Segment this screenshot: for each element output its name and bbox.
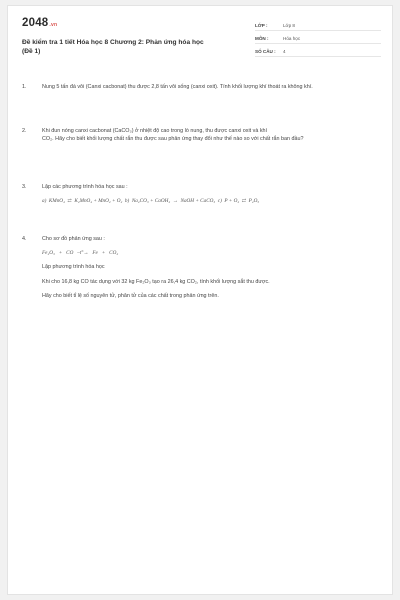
question-4	[22, 235, 376, 307]
equations-line: a) KMnO₄ ⇄ K₂MnO₄ + MnO₂ + O₂ b) Na₂CO₃ + CaOH₂ → NaOH + CaCO₃ c) P + O₂ ⇄ P₂O₅	[42, 198, 260, 205]
meta-value: Lớp 8	[283, 22, 295, 28]
logo-suffix: .vn	[49, 22, 58, 28]
question-number: 4.	[22, 236, 27, 242]
question-3	[22, 183, 376, 205]
question-2	[22, 127, 376, 144]
exam-meta	[255, 20, 381, 59]
meta-question-count	[255, 46, 381, 57]
title-line-2: (Đề 1)	[22, 47, 41, 55]
meta-key: MÔN :	[255, 35, 269, 41]
question-text-part-2: CO₂. Hãy cho biết khối lượng chất rắn thu được sau phản ứng thay đổi như thế nào so với chất rắn ban đầu?	[42, 136, 304, 143]
meta-key: SỐ CÂU :	[255, 48, 276, 54]
sub-question-2: Khi cho 16,8 kg CO tác dụng với 32 kg Fe₂O₃ tạo ra 26,4 kg CO₂, tính khối lượng sắt thu được.	[42, 278, 270, 285]
question-text: Cho sơ đồ phản ứng sau :	[42, 236, 105, 242]
question-number: 2.	[22, 128, 27, 134]
meta-value: 4	[283, 48, 286, 54]
meta-class	[255, 20, 381, 31]
question-text: Lập các phương trình hóa học sau :	[42, 184, 128, 190]
question-text: Nung 5 tấn đá vôi (Canxi cacbonat) thu được 2,8 tấn vôi sống (canxi oxit). Tính khối lượng khí thoát ra không khí.	[42, 84, 313, 90]
logo-main: 2048	[22, 17, 49, 29]
question-text-part-1: Khi đun nóng canxi cacbonat (CaCO₃) ở nhiệt độ cao trong lò nung, thu được canxi oxit và khí	[42, 128, 268, 134]
question-number: 1.	[22, 84, 27, 90]
sub-question-3: Hãy cho biết tỉ lệ số nguyên tử, phân tử của các chất trong phản ứng trên.	[42, 293, 219, 300]
reaction-scheme: Fe₂O₃ + CO –t°→ Fe + CO₂	[42, 250, 119, 257]
site-logo[interactable]	[22, 17, 57, 29]
sub-question-1: Lập phương trình hóa học	[42, 264, 105, 271]
exam-paper	[7, 5, 393, 595]
question-number: 3.	[22, 184, 27, 190]
meta-subject	[255, 33, 381, 44]
meta-key: LỚP :	[255, 22, 268, 28]
meta-value: Hóa học	[283, 35, 301, 41]
page-title	[22, 39, 252, 57]
question-1	[22, 83, 376, 97]
title-line-1: Đề kiểm tra 1 tiết Hóa học 8 Chương 2: Phản ứng hóa học	[22, 39, 204, 46]
